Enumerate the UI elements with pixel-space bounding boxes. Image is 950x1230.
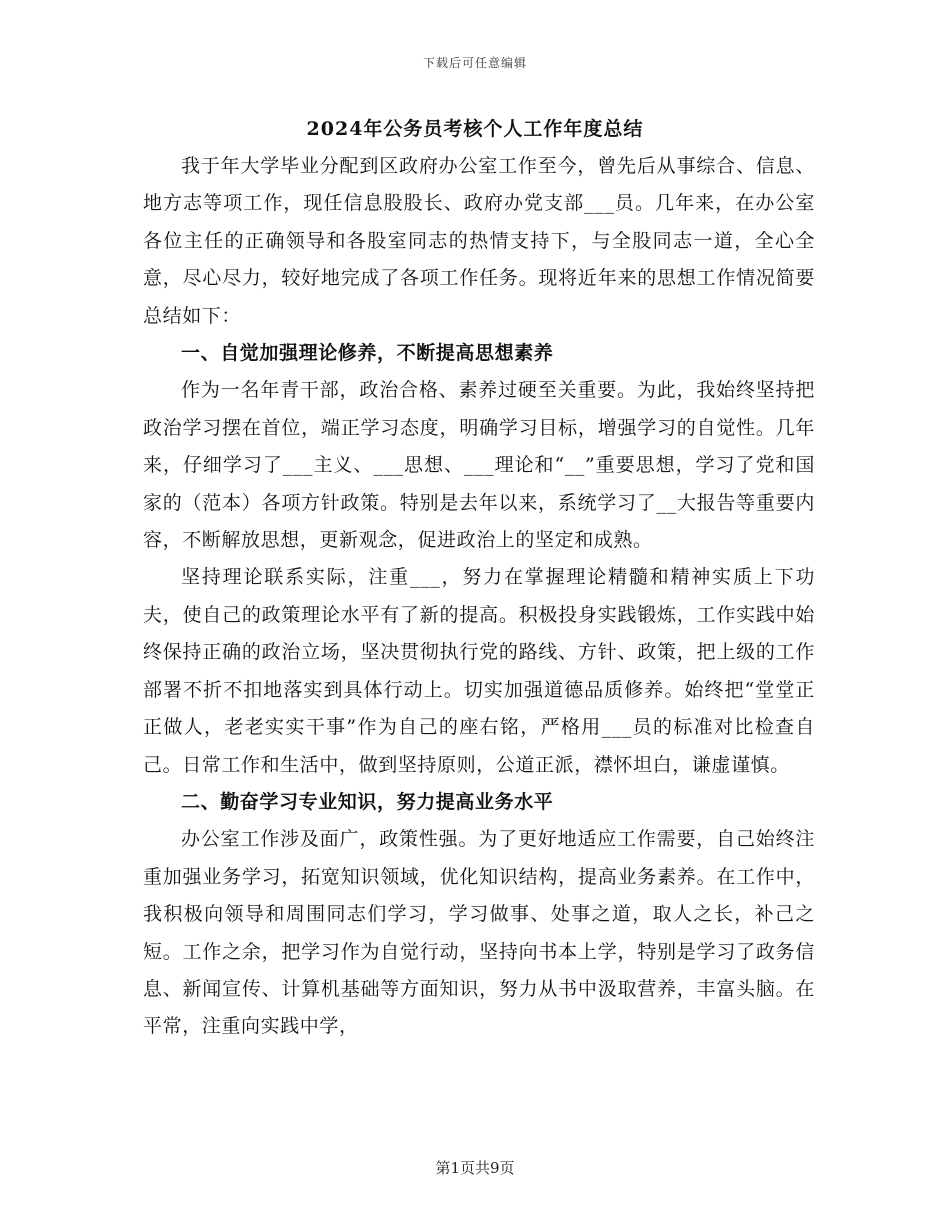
section-heading-2: 二、勤奋学习专业知识，努力提高业务水平 (181, 790, 554, 813)
section-heading-1: 一、自觉加强理论修养，不断提高思想素养 (181, 342, 554, 365)
page-number: 第1页共9页 (435, 1159, 515, 1177)
section-1-paragraph-2: 坚持理论联系实际，注重___，努力在掌握理论精髓和精神实质上下功夫，使自己的政策理论水平有了新的提高。积极投身实践锻炼，工作实践中始终保持正确的政治立场，坚决贯彻执行党的路线、方针、政策，把上级的工作部署不折不扣地落实到具体行动上。切实加强道德品质修养。始终把“堂堂正正做人，老老实实干事”作为自己的座右铭，严格用___员的标准对比检查自己。日常工作和生活中，做到坚持原则，公道正派，襟怀坦白，谦虚谨慎。 (143, 566, 815, 776)
intro-paragraph: 我于年大学毕业分配到区政府办公室工作至今，曾先后从事综合、信息、地方志等项工作，现任信息股股长、政府办党支部___员。几年来，在办公室各位主任的正确领导和各股室同志的热情支持下，与全股同志一道，全心全意，尽心尽力，较好地完成了各项工作任务。现将近年来的思想工作情况简要总结如下： (143, 155, 815, 327)
document-body (143, 148, 815, 1046)
document-title: 2024年公务员考核个人工作年度总结 (306, 118, 644, 140)
section-2-paragraph-1: 办公室工作涉及面广，政策性强。为了更好地适应工作需要，自己始终注重加强业务学习，拓宽知识领域，优化知识结构，提高业务素养。在工作中，我积极向领导和周围同志们学习，学习做事、处事之道，取人之长，补己之短。工作之余，把学习作为自觉行动，坚持向书本上学，特别是学习了政务信息、新闻宣传、计算机基础等方面知识，努力从书中汲取营养，丰富头脑。在平常，注重向实践中学， (143, 828, 815, 1038)
section-1-paragraph-1: 作为一名年青干部，政治合格、素养过硬至关重要。为此，我始终坚持把政治学习摆在首位，端正学习态度，明确学习目标，增强学习的自觉性。几年来，仔细学习了___主义、___思想、___理论和“__”重要思想，学习了党和国家的（范本）各项方针政策。特别是去年以来，系统学习了__大报告等重要内容，不断解放思想，更新观念，促进政治上的坚定和成熟。 (143, 379, 815, 552)
page-header-note: 下载后可任意编辑 (422, 56, 527, 70)
